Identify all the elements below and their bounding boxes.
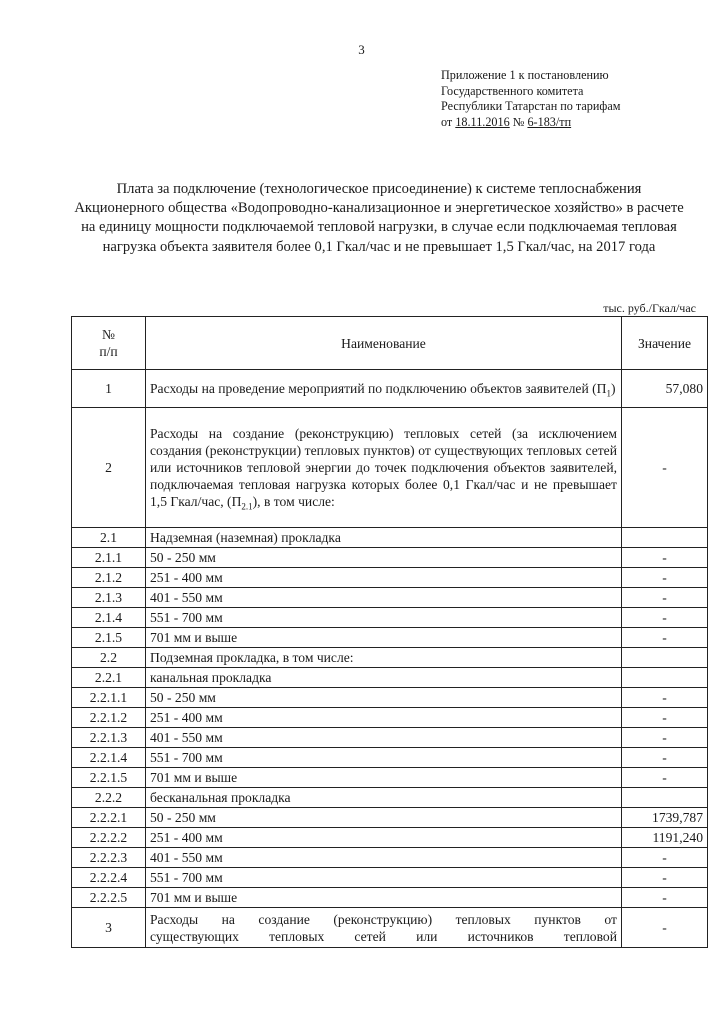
row-num: 2.2.2.5 xyxy=(72,888,146,908)
row-name: канальная прокладка xyxy=(146,668,622,688)
table-row xyxy=(72,788,708,808)
table-row xyxy=(72,608,708,628)
table-row xyxy=(72,528,708,548)
row-name: бесканальная прокладка xyxy=(146,788,622,808)
row-num: 3 xyxy=(72,908,146,948)
row-num: 2.1.1 xyxy=(72,548,146,568)
row-value: 1739,787 xyxy=(622,808,708,828)
row-value xyxy=(622,788,708,808)
row-num: 2 xyxy=(72,408,146,528)
table-row xyxy=(72,808,708,828)
annex-line-2: Государственного комитета xyxy=(441,83,584,98)
annex-date: 18.11.2016 xyxy=(455,114,510,129)
table-row xyxy=(72,848,708,868)
row-value: - xyxy=(622,888,708,908)
row-name: 50 - 250 мм xyxy=(146,808,622,828)
table-header-row xyxy=(72,317,708,370)
document-title: Плата за подключение (технологическое присоединение) к системе теплоснабжения Акционерного общества «Водопроводно-канализационное и энергетическое хозяйство» в расчете на единицу мощности подключаемой тепловой нагрузки, в случае если подключаемая тепловая нагрузка объекта заявителя более 0,1 Гкал/час и не превышает 1,5 Гкал/час, на 2017 года xyxy=(74,181,684,255)
table-row xyxy=(72,568,708,588)
row-value: 57,080 xyxy=(622,370,708,408)
row-value: - xyxy=(622,568,708,588)
row-name: 251 - 400 мм xyxy=(146,568,622,588)
table-row xyxy=(72,908,708,948)
page-number: 3 xyxy=(358,42,365,57)
unit-label: тыс. руб./Гкал/час xyxy=(603,301,696,315)
annex-doc-number: 6-183/тп xyxy=(527,114,572,129)
annex-number-sign: № xyxy=(509,114,528,129)
row-value xyxy=(622,528,708,548)
row-value xyxy=(622,668,708,688)
row-value xyxy=(622,648,708,668)
row-name: 551 - 700 мм xyxy=(146,608,622,628)
header-name: Наименование xyxy=(146,317,622,370)
row-value: - xyxy=(622,628,708,648)
row-name: 701 мм и выше xyxy=(146,768,622,788)
row-value: 1191,240 xyxy=(622,828,708,848)
row-num: 2.1.5 xyxy=(72,628,146,648)
row-num: 2.1.2 xyxy=(72,568,146,588)
row-name: Расходы на создание (реконструкцию) тепловых пунктов от существующих тепловых сетей или источников тепловой xyxy=(146,908,622,948)
row-value: - xyxy=(622,908,708,948)
table-row xyxy=(72,768,708,788)
row-num: 2.2.2.4 xyxy=(72,868,146,888)
row-num: 2.2 xyxy=(72,648,146,668)
table-row xyxy=(72,588,708,608)
row-num: 2.1.4 xyxy=(72,608,146,628)
row-value: - xyxy=(622,608,708,628)
row-value: - xyxy=(622,588,708,608)
table-row xyxy=(72,628,708,648)
table-row xyxy=(72,728,708,748)
row-name: 701 мм и выше xyxy=(146,888,622,908)
row-name: 401 - 550 мм xyxy=(146,588,622,608)
row-name: Подземная прокладка, в том числе: xyxy=(146,648,622,668)
row-name: 551 - 700 мм xyxy=(146,748,622,768)
table-row xyxy=(72,408,708,528)
row-num: 2.2.2 xyxy=(72,788,146,808)
row-num: 2.2.1.3 xyxy=(72,728,146,748)
row-num: 2.2.1.1 xyxy=(72,688,146,708)
table-row xyxy=(72,828,708,848)
row-value: - xyxy=(622,728,708,748)
annex-line-3: Республики Татарстан по тарифам xyxy=(441,99,621,113)
annex-reference xyxy=(441,68,620,130)
annex-line-4 xyxy=(441,115,620,131)
row-num: 2.1 xyxy=(72,528,146,548)
table-row xyxy=(72,708,708,728)
row-name: 251 - 400 мм xyxy=(146,828,622,848)
row-name: 251 - 400 мм xyxy=(146,708,622,728)
row-num: 2.2.1 xyxy=(72,668,146,688)
row-value: - xyxy=(622,708,708,728)
row-value: - xyxy=(622,548,708,568)
row-name: 551 - 700 мм xyxy=(146,868,622,888)
row-num: 2.2.1.4 xyxy=(72,748,146,768)
row-num: 2.2.2.2 xyxy=(72,828,146,848)
table-row xyxy=(72,748,708,768)
row-value: - xyxy=(622,768,708,788)
row-num: 2.2.2.3 xyxy=(72,848,146,868)
row-value: - xyxy=(622,688,708,708)
row-name: Расходы на проведение мероприятий по подключению объектов заявителей $(П_1)$ xyxy=(146,370,622,408)
row-name: 401 - 550 мм xyxy=(146,848,622,868)
header-num: № п/п xyxy=(72,317,146,370)
table-row xyxy=(72,668,708,688)
table-row xyxy=(72,370,708,408)
row-num: 2.2.1.2 xyxy=(72,708,146,728)
header-value: Значение xyxy=(622,317,708,370)
row-num: 2.1.3 xyxy=(72,588,146,608)
fee-table xyxy=(71,316,708,948)
table-row xyxy=(72,548,708,568)
table-row xyxy=(72,688,708,708)
row-name: 50 - 250 мм xyxy=(146,688,622,708)
row-num: 2.2.1.5 xyxy=(72,768,146,788)
row-name: Надземная (наземная) прокладка xyxy=(146,528,622,548)
table-row xyxy=(72,868,708,888)
row-name: Расходы на создание (реконструкцию) тепловых сетей (за исключением создания (реконструкции) тепловых пунктов) от существующих тепловых сетей или источников тепловой энергии до точек подключения объектов заявителей, подключаемая тепловая нагрузка которых более 0,1 Гкал/час и не превышает 1,5 Гкал/час, $(П_{2.1})$, в том числе: xyxy=(146,408,622,528)
row-name: 701 мм и выше xyxy=(146,628,622,648)
annex-date-prefix: от xyxy=(441,114,456,129)
table-row xyxy=(72,648,708,668)
table-row xyxy=(72,888,708,908)
annex-line-1: Приложение 1 к постановлению xyxy=(441,68,609,82)
row-name: 401 - 550 мм xyxy=(146,728,622,748)
row-name: 50 - 250 мм xyxy=(146,548,622,568)
row-num: 2.2.2.1 xyxy=(72,808,146,828)
row-value: - xyxy=(622,748,708,768)
row-value: - xyxy=(622,848,708,868)
row-num: 1 xyxy=(72,370,146,408)
row-value: - xyxy=(622,408,708,528)
row-value: - xyxy=(622,868,708,888)
